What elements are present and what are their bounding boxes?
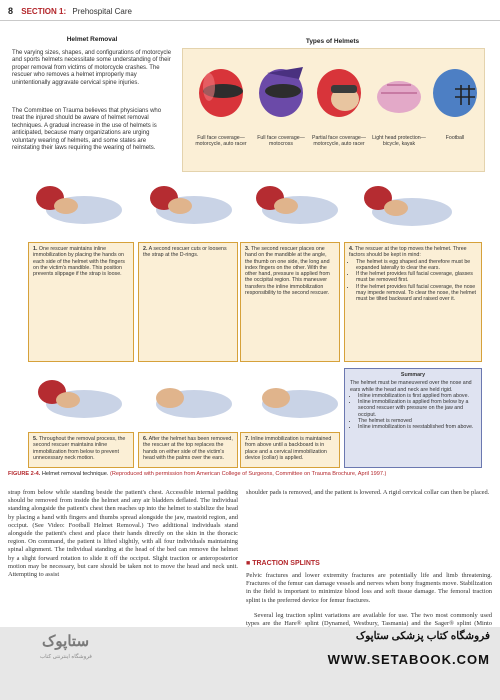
summary-intro: The helmet must be maneuvered over the nose and ears while the head and neck are held rigid. (350, 380, 472, 393)
step-2-text: A second rescuer cuts or loosens the strap at the D-rings. (143, 246, 227, 259)
traction-splints-title: TRACTION SPLINTS (252, 560, 320, 567)
section-label: SECTION 1: (21, 7, 67, 16)
partial-face-helmet-icon (317, 69, 361, 117)
body-right-p2: Several leg traction splint variations are available for use. The two most commonly used types are the Hare® splint (Dynamed, Westbury, Tasmania) and the Sager® splint (Minto (246, 612, 492, 628)
step-5-num: 5. (33, 436, 38, 442)
step-1-photo (30, 176, 130, 240)
types-title: Types of Helmets (305, 38, 360, 45)
traction-splints-heading: ■ TRACTION SPLINTS (246, 560, 320, 567)
body-right-p1: Pelvic fractures and lower extremity fractures are potentially life and limb threatening. Fractures of the femur can damage vessels and nerves when bony fragments move. Stabilization in the field is important to minimize blood loss and soft tissue damage. The femoral traction splint is the preferred device for femur fractures. (246, 572, 492, 604)
step-5-box (28, 432, 134, 468)
step-3-text: The second rescuer places one hand on the mandible at the angle, the thumb on one side, the long and index fingers on the other. With the other hand, pressure is applied from the occipital region. This maneuver transfers the inline immobilization responsibility to the second rescuer. (245, 246, 330, 297)
summary-box (344, 368, 482, 468)
step-7-text: Inline immobilization is maintained from above until a backboard is in place and a cervical immobilization device (collar) is applied. (245, 436, 332, 461)
helmet-label-4: Light head protection—bicycle, kayak (372, 135, 426, 148)
summary-title: Summary (400, 372, 426, 378)
figure-label: FIGURE 2-4. (8, 471, 41, 477)
bicycle-helmet-icon (377, 81, 421, 113)
step-4-bullet: • If the helmet provides full facial coverage, the nose may impede removal. To clear the nose, the helmet must be tilted backward and raised over it. (356, 284, 477, 303)
step-3-box (240, 242, 340, 362)
step-7-num: 7. (245, 436, 250, 442)
page-number: 8 (8, 6, 14, 16)
step-7-box (240, 432, 340, 468)
step-4-bullet: • If the helmet provides full facial coverage, glasses must be removed first. (356, 271, 477, 284)
body-left-column: strap from below while standing beside the patient's chest. Accessible internal padding should be removed from inside the helmet and any air bladders deflated. The individual standing alongside the patient's chest then reaches up into the helmet to stabilize the head by placing a hand with fingers and thumbs spread alongside the jaw, mastoid region, and occiput. (See Video: Football Helmet Removal.) Two additional individuals stand alongside the patient's chest and place their hands directly on the skin in the thoracic region. On command, the patient is lifted slightly, with all four individuals maintaining spinal alignment. The individual standing at the head of the bed can remove the helmet by a slight forward rotation to slide it off the occiput. Slight traction or anteroposterior motion may be necessary, but care should be taken not to move the head and neck unit. Attempting to assist (8, 489, 238, 579)
step-7-photo (246, 370, 346, 432)
helmet-removal-title: Helmet Removal (66, 36, 118, 43)
football-helmet-icon (433, 69, 477, 117)
body-right-top: shoulder pads is removed, and the patient is lowered. A rigid cervical collar can then be placed. (246, 489, 490, 496)
shop-name: فروشگاه کتاب پزشکی ستاپوک (355, 630, 490, 642)
running-header (8, 6, 492, 20)
figure-text: Helmet removal technique. (41, 471, 109, 477)
step-1-text: One rescuer maintains inline immobilization by placing the hands on each side of the helmet with the fingers on the victim's mandible. This position prevents slippage if the strap is loose. (33, 246, 125, 278)
summary-bullet: • Inline immobilization is applied from below by a second rescuer with pressure on the jaw and occiput. (358, 399, 476, 418)
figure-credit: (Reproduced with permission from American College of Surgeons, Committee on Trauma Brochure, April 1997.) (110, 471, 387, 477)
helmet-illustrations (183, 49, 484, 135)
step-2-num: 2. (143, 246, 148, 252)
header-divider (0, 20, 500, 21)
types-panel (182, 48, 485, 172)
motocross-helmet-icon (259, 67, 303, 117)
step-4-num: 4. (349, 246, 354, 252)
step-4-bullet: • The helmet is egg shaped and therefore must be expanded laterally to clear the ears. (356, 259, 477, 272)
figure-caption (8, 471, 492, 478)
step-6-box (138, 432, 238, 468)
step-3-photo (246, 176, 346, 240)
step-4-list (349, 259, 477, 303)
step-4-text: The rescuer at the top moves the helmet. Three factors should be kept in mind: (349, 246, 467, 259)
full-face-motorcycle-helmet-icon (199, 69, 243, 117)
step-5-text: Throughout the removal process, the second rescuer maintains inline immobilization from below to prevent unnecessary neck motion. (33, 436, 126, 461)
step-4-box (344, 242, 482, 362)
step-6-photo (140, 370, 240, 432)
step-4-photo (352, 176, 472, 240)
helmet-label-3: Partial face coverage—motorcycle, auto racer (312, 135, 366, 148)
helmet-label-1: Full face coverage—motorcycle, auto racer (195, 135, 247, 148)
shop-url: WWW.SETABOOK.COM (327, 652, 490, 667)
summary-list (350, 393, 476, 431)
section-title: Prehospital Care (72, 7, 132, 16)
helmet-label-5: Football (445, 135, 465, 141)
step-6-text: After the helmet has been removed, the rescuer at the top replaces the hands on either side of the victim's head with the palms over the ears. (143, 436, 233, 461)
summary-bullet: • The helmet is removed (358, 418, 476, 424)
step-1-num: 1. (33, 246, 38, 252)
step-6-num: 6. (143, 436, 148, 442)
helmet-removal-p2: The Committee on Trauma believes that physicians who treat the injured should be aware of helmet removal techniques. A gradual increase in the use of helmets is anticipated, because many organizations are urging voluntary wearing of helmets, and some states are reinstating their laws requiring the wearing of helmets. (12, 108, 162, 152)
step-1-box (28, 242, 134, 362)
summary-bullet: • Inline immobilization is first applied from above. (358, 393, 476, 399)
step-2-box (138, 242, 238, 362)
setabook-logo: ستاپوک (42, 633, 90, 650)
helmet-label-2: Full face coverage—motocross (257, 135, 305, 148)
step-5-photo (30, 370, 130, 432)
step-3-num: 3. (245, 246, 250, 252)
helmet-removal-p1: The varying sizes, shapes, and configurations of motorcycle and sports helmets necessitate some understanding of their proper removal from victims of motorcycle crashes. The rescuer who removes a helmet improperly may unintentionally aggravate cervical spine injuries. (12, 50, 172, 86)
step-2-photo (140, 176, 240, 240)
summary-bullet: • Inline immobilization is reestablished from above. (358, 424, 476, 430)
setabook-logo-sub: فروشگاه اینترنتی کتاب (40, 654, 92, 660)
